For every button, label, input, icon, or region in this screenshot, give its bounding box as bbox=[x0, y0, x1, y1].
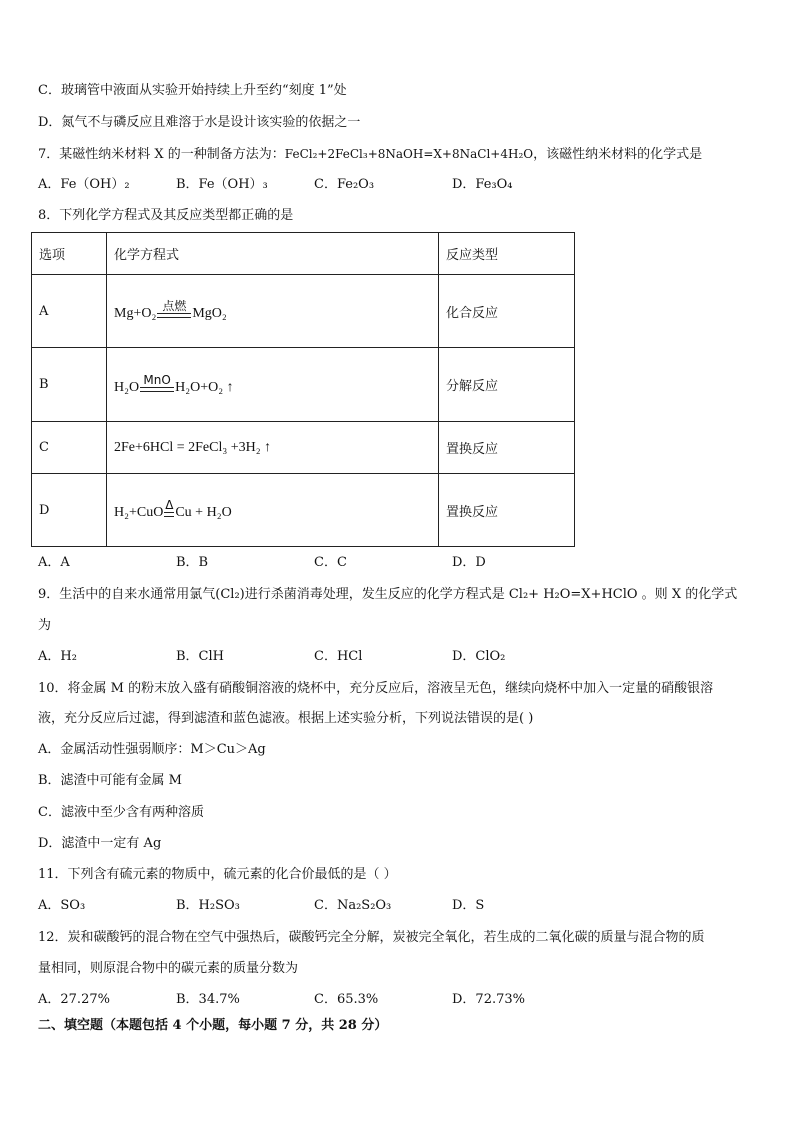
q8-row-c-equation bbox=[107, 422, 439, 474]
double-bar-icon bbox=[157, 313, 191, 318]
q7-stem bbox=[38, 145, 702, 164]
q10-stem-line1: 10．将金属 M 的粉末放入盛有硝酸铜溶液的烧杯中，充分反应后，溶液呈无色，继续向烧杯中加入一定量的硝酸银溶 bbox=[38, 681, 714, 696]
q8-row-d-condition-text: Δ bbox=[165, 498, 174, 512]
q8-row-b-left: H₂O bbox=[114, 379, 140, 395]
q7-option-a: A．Fe（OH）₂ bbox=[38, 177, 130, 192]
q8-row-d-condition bbox=[164, 499, 174, 521]
q10-stem-line2: 液，充分反应后过滤，得到滤渣和蓝色滤液。根据上述实验分析，下列说法错误的是( ) bbox=[38, 711, 534, 726]
q10-option-a: A．金属活动性强弱顺序：M＞Cu＞Ag bbox=[38, 742, 266, 757]
q8-row-a-option: A bbox=[32, 275, 107, 348]
q9-option-b: B．ClH bbox=[176, 649, 224, 664]
q8-row-a-left: Mg+O₂ bbox=[114, 306, 157, 321]
q8-row-a bbox=[32, 275, 575, 348]
q8-row-b-type: 分解反应 bbox=[439, 348, 575, 422]
q8-row-a-condition-text: 点燃 bbox=[162, 299, 187, 313]
q12-option-c: C．65.3% bbox=[314, 992, 379, 1007]
q12-option-a: A．27.27% bbox=[38, 992, 110, 1007]
q8-row-b bbox=[32, 348, 575, 422]
q11-stem: 11．下列含有硫元素的物质中，硫元素的化合价最低的是（ ） bbox=[38, 867, 397, 882]
q8-row-c bbox=[32, 422, 575, 474]
q8-row-d bbox=[32, 474, 575, 547]
q8-table-header-row bbox=[32, 233, 575, 275]
q9-stem-line2: 为 bbox=[38, 618, 52, 633]
q12-stem-line1: 12．炭和碳酸钙的混合物在空气中强热后，碳酸钙完全分解，炭被完全氧化，若生成的二氧化碳的质量与混合物的质 bbox=[38, 930, 705, 945]
q8-row-b-right: H₂O+O₂ ↑ bbox=[175, 379, 234, 395]
q8-row-d-right: Cu + H₂O bbox=[175, 505, 232, 520]
q8-stem: 8．下列化学方程式及其反应类型都正确的是 bbox=[38, 208, 294, 223]
q10-option-b: B．滤渣中可能有金属 M bbox=[38, 773, 182, 788]
q12-option-d: D．72.73% bbox=[452, 992, 525, 1007]
q7-stem-suffix: ，该磁性纳米材料的化学式是 bbox=[533, 147, 703, 162]
q8-row-c-option: C bbox=[32, 422, 107, 474]
q8-header-type: 反应类型 bbox=[439, 233, 575, 275]
q6-option-c: C．玻璃管中液面从实验开始持续上升至约“刻度 1”处 bbox=[38, 83, 347, 98]
q7-stem-prefix: 7．某磁性纳米材料 X 的一种制备方法为： bbox=[38, 147, 285, 162]
q7-option-b: B．Fe（OH）₃ bbox=[176, 177, 268, 192]
q10-option-c: C．滤液中至少含有两种溶质 bbox=[38, 805, 204, 820]
q8-header-equation: 化学方程式 bbox=[107, 233, 439, 275]
q12-stem-line2: 量相同，则原混合物中的碳元素的质量分数为 bbox=[38, 961, 299, 976]
q8-row-c-type: 置换反应 bbox=[439, 422, 575, 474]
q8-table bbox=[31, 232, 575, 547]
q8-row-a-condition bbox=[157, 300, 191, 322]
q8-option-c: C．C bbox=[314, 555, 347, 570]
q8-option-b: B．B bbox=[176, 555, 209, 570]
q8-row-a-type: 化合反应 bbox=[439, 275, 575, 348]
q9-option-c: C．HCl bbox=[314, 649, 363, 664]
q8-option-a: A．A bbox=[38, 555, 70, 570]
q8-header-option: 选项 bbox=[32, 233, 107, 275]
q9-option-d: D．ClO₂ bbox=[452, 649, 506, 664]
section-heading: 二、填空题（本题包括 4 个小题，每小题 7 分，共 28 分） bbox=[38, 1018, 388, 1033]
q11-option-c: C．Na₂S₂O₃ bbox=[314, 898, 392, 913]
q7-option-d: D．Fe₃O₄ bbox=[452, 177, 513, 192]
q11-option-d: D．S bbox=[452, 898, 485, 913]
q10-option-d: D．滤渣中一定有 Ag bbox=[38, 836, 162, 851]
q12-option-b: B．34.7% bbox=[176, 992, 240, 1007]
q8-row-d-type: 置换反应 bbox=[439, 474, 575, 547]
q8-row-b-equation bbox=[107, 348, 439, 422]
q8-row-a-right: MgO₂ bbox=[192, 306, 227, 321]
q7-stem-equation: FeCl₂+2FeCl₃+8NaOH=X+8NaCl+4H₂O bbox=[284, 147, 534, 161]
q8-row-d-left: H₂+CuO bbox=[114, 505, 164, 520]
double-bar-icon bbox=[164, 512, 174, 517]
q11-option-b: B．H₂SO₃ bbox=[176, 898, 240, 913]
q8-row-a-equation bbox=[107, 275, 439, 348]
q7-option-c: C．Fe₂O₃ bbox=[314, 177, 375, 192]
q8-row-b-condition-text: MnO bbox=[143, 372, 171, 387]
q11-option-a: A．SO₃ bbox=[38, 898, 86, 913]
q8-row-b-condition bbox=[140, 374, 174, 396]
q9-option-a: A．H₂ bbox=[38, 649, 77, 664]
double-bar-icon bbox=[140, 387, 174, 392]
q8-row-c-left: 2Fe+6HCl = 2FeCl₃ +3H₂ ↑ bbox=[114, 439, 272, 455]
q8-row-d-option: D bbox=[32, 474, 107, 547]
q8-option-d: D．D bbox=[452, 555, 486, 570]
q8-row-d-equation bbox=[107, 474, 439, 547]
q9-stem-line1: 9．生活中的自来水通常用氯气(Cl₂)进行杀菌消毒处理，发生反应的化学方程式是 Cl₂+ H₂O=X+HClO 。则 X 的化学式 bbox=[38, 587, 738, 602]
q8-row-b-option: B bbox=[32, 348, 107, 422]
q6-option-d: D．氮气不与磷反应且难溶于水是设计该实验的依据之一 bbox=[38, 115, 361, 130]
